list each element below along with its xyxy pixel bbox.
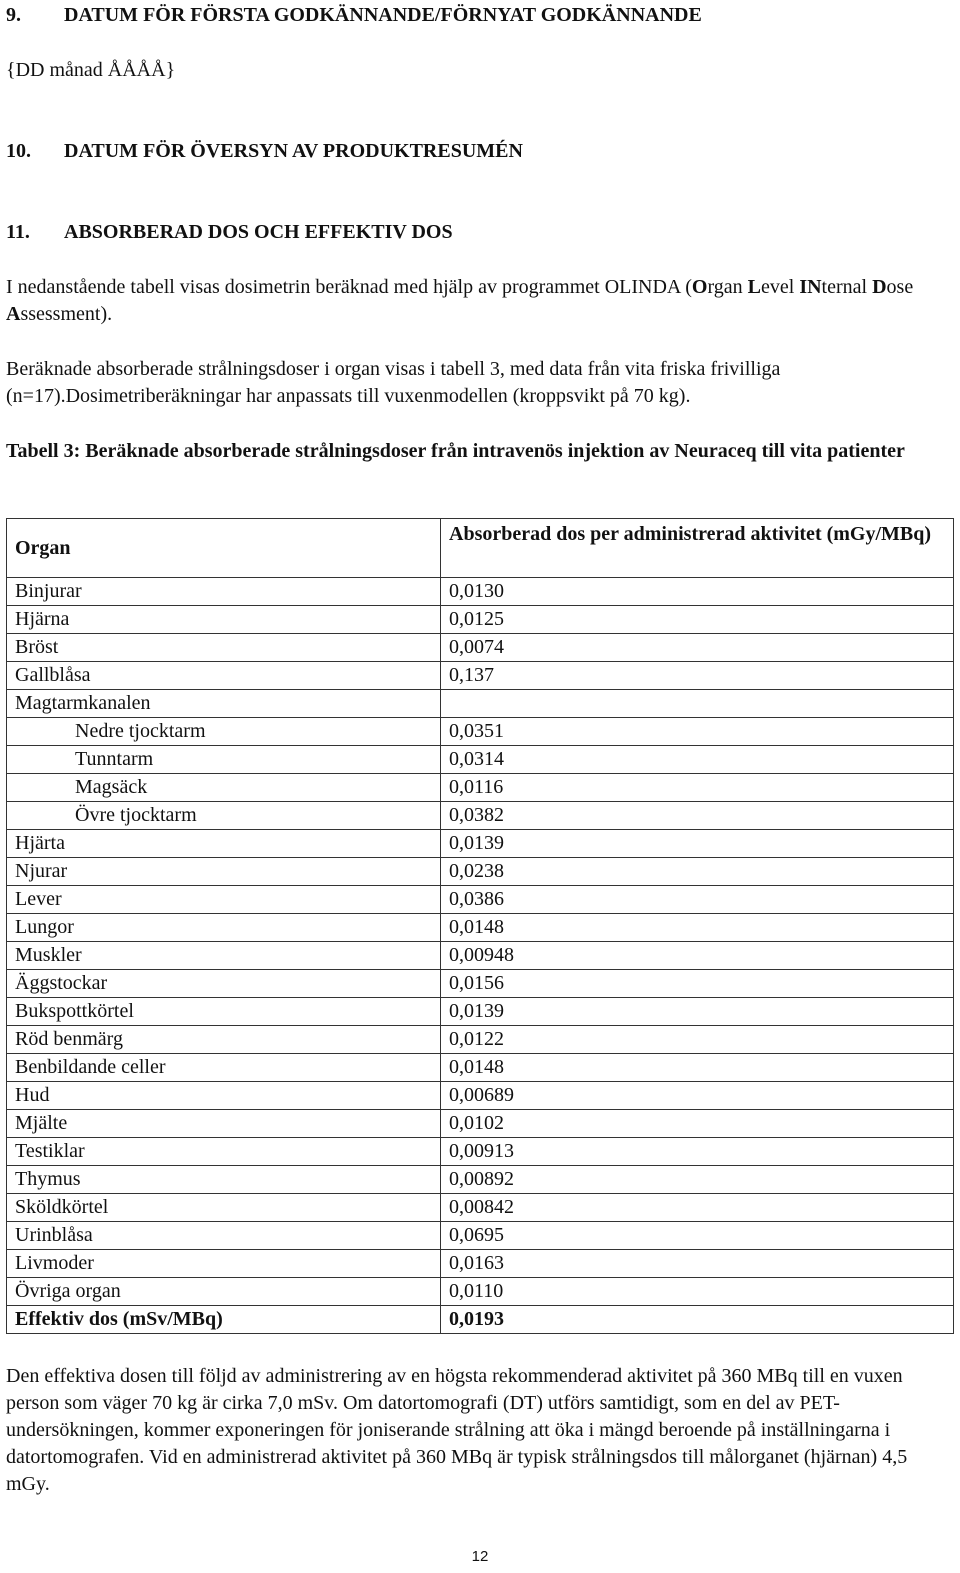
table-row xyxy=(7,718,954,746)
organ-cell: Benbildande celler xyxy=(7,1054,441,1082)
organ-cell: Hjärna xyxy=(7,606,441,634)
section-10-heading xyxy=(6,138,954,165)
table-row xyxy=(7,606,954,634)
table-header-row xyxy=(7,519,954,578)
organ-cell: Magsäck xyxy=(7,774,441,802)
table-row xyxy=(7,774,954,802)
dose-cell: 0,0139 xyxy=(441,998,954,1026)
dose-cell: 0,0116 xyxy=(441,774,954,802)
intro-paragraph-2: Beräknade absorberade strålningsdoser i organ visas i tabell 3, med data från vita friska frivilliga (n=17).Dosimetriberäkningar har anpassats till vuxenmodellen (kroppsvikt på 70 kg). xyxy=(6,358,781,407)
table-row xyxy=(7,970,954,998)
organ-cell: Övre tjocktarm xyxy=(7,802,441,830)
dose-cell: 0,0130 xyxy=(441,578,954,606)
table-row xyxy=(7,1082,954,1110)
dose-cell: 0,00689 xyxy=(441,1082,954,1110)
table-row xyxy=(7,662,954,690)
section-10-title: DATUM FÖR ÖVERSYN AV PRODUKTRESUMÉN xyxy=(64,140,523,162)
organ-cell: Mjälte xyxy=(7,1110,441,1138)
organ-cell: Äggstockar xyxy=(7,970,441,998)
organ-cell: Testiklar xyxy=(7,1138,441,1166)
header-organ: Organ xyxy=(7,519,441,578)
table-row xyxy=(7,1194,954,1222)
dose-cell: 0,0238 xyxy=(441,858,954,886)
organ-cell: Lungor xyxy=(7,914,441,942)
dose-cell: 0,0148 xyxy=(441,1054,954,1082)
page-number: 12 xyxy=(471,1548,489,1565)
table-row xyxy=(7,1054,954,1082)
table-row xyxy=(7,830,954,858)
table-caption: Tabell 3: Beräknade absorberade strålningsdoser från intravenös injektion av Neuraceq till vita patienter xyxy=(6,440,905,462)
table-row xyxy=(7,746,954,774)
dose-cell: 0,00842 xyxy=(441,1194,954,1222)
table-row xyxy=(7,914,954,942)
organ-cell: Nedre tjocktarm xyxy=(7,718,441,746)
organ-cell: Bröst xyxy=(7,634,441,662)
organ-cell: Sköldkörtel xyxy=(7,1194,441,1222)
organ-cell: Gallblåsa xyxy=(7,662,441,690)
table-row xyxy=(7,634,954,662)
dose-cell: 0,00913 xyxy=(441,1138,954,1166)
dose-cell: 0,0102 xyxy=(441,1110,954,1138)
organ-cell: Röd benmärg xyxy=(7,1026,441,1054)
intro-paragraph-1: I nedanstående tabell visas dosimetrin beräknad med hjälp av programmet OLINDA (Organ Level INternal Dose Assessment). xyxy=(6,276,914,325)
organ-cell: Urinblåsa xyxy=(7,1222,441,1250)
table-row xyxy=(7,1222,954,1250)
organ-cell: Magtarmkanalen xyxy=(7,690,441,718)
table-row xyxy=(7,1166,954,1194)
organ-cell: Muskler xyxy=(7,942,441,970)
organ-cell: Livmoder xyxy=(7,1250,441,1278)
table-row xyxy=(7,1110,954,1138)
approval-date-placeholder: {DD månad ÅÅÅÅ} xyxy=(6,59,176,81)
table-row xyxy=(7,578,954,606)
section-9-number: 9. xyxy=(6,4,21,26)
table-row xyxy=(7,802,954,830)
closing-paragraph: Den effektiva dosen till följd av administrering av en högsta rekommenderad aktivitet på 360 MBq till en vuxen person som väger 70 kg är cirka 7,0 mSv. Om datortomografi (DT) utförs samtidigt, som en del av PET-undersökningen, kommer exponeringen för joniserande strålning att öka i mängd beroende på inställningarna i datortomografen. Vid en administrerad aktivitet på 360 MBq är typisk strålningsdos till målorganet (hjärnan) 4,5 mGy. xyxy=(6,1365,908,1495)
section-9-title: DATUM FÖR FÖRSTA GODKÄNNANDE/FÖRNYAT GODKÄNNANDE xyxy=(64,4,702,26)
dose-cell: 0,0382 xyxy=(441,802,954,830)
dose-cell: 0,0695 xyxy=(441,1222,954,1250)
organ-cell: Lever xyxy=(7,886,441,914)
section-9-heading xyxy=(6,2,954,29)
dose-cell: 0,137 xyxy=(441,662,954,690)
table-row xyxy=(7,1250,954,1278)
dose-cell: 0,00948 xyxy=(441,942,954,970)
dose-cell: 0,0110 xyxy=(441,1278,954,1306)
dose-cell: 0,0386 xyxy=(441,886,954,914)
total-row xyxy=(7,1306,954,1334)
section-11-number: 11. xyxy=(6,221,30,243)
section-11-heading xyxy=(6,219,954,246)
dose-cell: 0,0122 xyxy=(441,1026,954,1054)
table-row xyxy=(7,998,954,1026)
organ-cell: Hjärta xyxy=(7,830,441,858)
effective-dose-label: Effektiv dos (mSv/MBq) xyxy=(7,1306,441,1334)
table-row xyxy=(7,1138,954,1166)
table-row xyxy=(7,1278,954,1306)
dose-cell: 0,0314 xyxy=(441,746,954,774)
dose-cell xyxy=(441,690,954,718)
dose-cell: 0,0351 xyxy=(441,718,954,746)
dose-table xyxy=(6,518,954,1334)
section-11-title: ABSORBERAD DOS OCH EFFEKTIV DOS xyxy=(64,221,453,243)
organ-cell: Bukspottkörtel xyxy=(7,998,441,1026)
dose-cell: 0,0074 xyxy=(441,634,954,662)
dose-cell: 0,0156 xyxy=(441,970,954,998)
dose-cell: 0,0148 xyxy=(441,914,954,942)
table-row xyxy=(7,858,954,886)
table-row xyxy=(7,690,954,718)
organ-cell: Hud xyxy=(7,1082,441,1110)
organ-cell: Thymus xyxy=(7,1166,441,1194)
effective-dose-value: 0,0193 xyxy=(441,1306,954,1334)
organ-cell: Binjurar xyxy=(7,578,441,606)
table-row xyxy=(7,1026,954,1054)
dose-cell: 0,00892 xyxy=(441,1166,954,1194)
dose-cell: 0,0125 xyxy=(441,606,954,634)
table-row xyxy=(7,942,954,970)
header-dose: Absorberad dos per administrerad aktivitet (mGy/MBq) xyxy=(441,519,954,578)
dose-cell: 0,0139 xyxy=(441,830,954,858)
table-row xyxy=(7,886,954,914)
dose-cell: 0,0163 xyxy=(441,1250,954,1278)
organ-cell: Tunntarm xyxy=(7,746,441,774)
organ-cell: Övriga organ xyxy=(7,1278,441,1306)
organ-cell: Njurar xyxy=(7,858,441,886)
section-10-number: 10. xyxy=(6,140,31,162)
